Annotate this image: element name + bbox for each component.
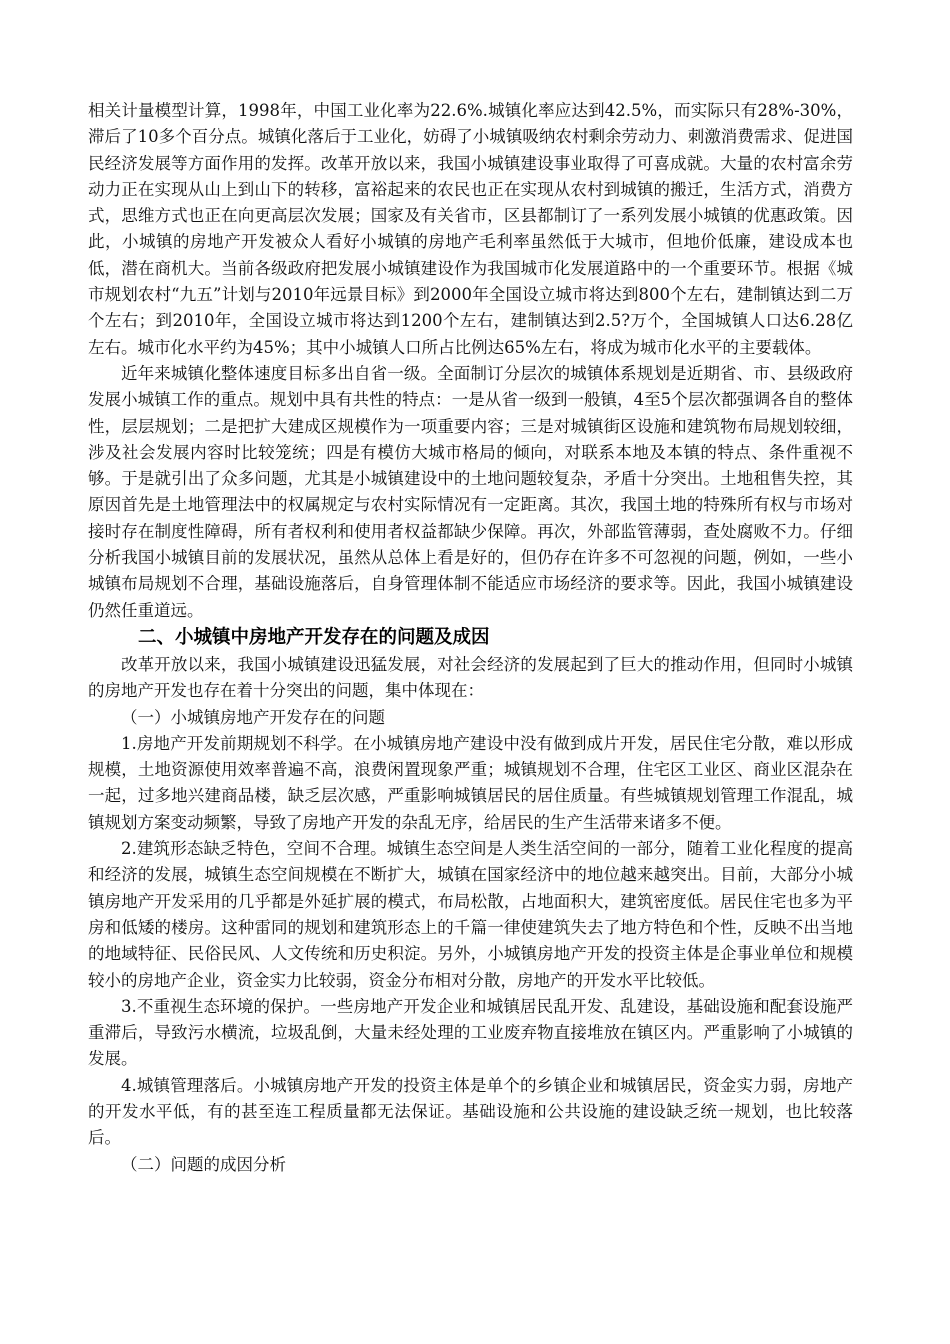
paragraph-problem-2: 2.建筑形态缺乏特色，空间不合理。城镇生态空间是人类生活空间的一部分，随着工业化程度的提高和经济的发展，城镇生态空间规模在不断扩大，城镇在国家经济中的地位越来越突出。目前，大部分小城镇房地产开发采用的几乎都是外延扩展的模式，布局松散，占地面积大，建筑密度低。居民住宅也多为平房和低矮的楼房。这种雷同的规划和建筑形态上的千篇一律使建筑失去了地方特色和个性，反映不出当地的地域特征、民俗民风、人文传统和历史积淀。另外，小城镇房地产开发的投资主体是企事业单位和规模较小的房地产企业，资金实力比较弱，资金分布相对分散，房地产的开发水平比较低。 xyxy=(88,839,853,990)
paragraph-problem-1: 1.房地产开发前期规划不科学。在小城镇房地产建设中没有做到成片开发，居民住宅分散，难以形成规模，土地资源使用效率普遍不高，浪费闲置现象严重；城镇规划不合理，住宅区工业区、商业区混杂在一起，过多地兴建商品楼，缺乏层次感，严重影响城镇居民的居住质量。有些城镇规划管理工作混乱，城镇规划方案变动频繁，导致了房地产开发的杂乱无序，给居民的生产生活带来诸多不便。 xyxy=(88,733,853,832)
paragraph-urbanization-planning: 近年来城镇化整体速度目标多出自省一级。全面制订分层次的城镇体系规划是近期省、市、县级政府发展小城镇工作的重点。规划中具有共性的特点：一是从省一级到一般镇，4至5个层次都强调各自的整体性，层层规划；二是把扩大建成区规模作为一项重要内容；三是对城镇街区设施和建筑物布局规划较细，涉及社会发展内容时比较笼统；四是有模仿大城市格局的倾向，对联系本地及本镇的特点、条件重视不够。于是就引出了众多问题，尤其是小城镇建设中的土地问题较复杂，矛盾十分突出。土地租售失控，其原因首先是土地管理法中的权属规定与农村实际情况有一定距离。其次，我国土地的特殊所有权与市场对接时存在制度性障碍，所有者权利和使用者权益都缺少保障。再次，外部监管薄弱，查处腐败不力。仔细分析我国小城镇目前的发展状况，虽然从总体上看是好的，但仍存在许多不可忽视的问题，例如，一些小城镇布局规划不合理，基础设施落后，自身管理体制不能适应市场经济的要求等。因此，我国小城镇建设仍然任重道远。 xyxy=(88,363,853,620)
paragraph-intro-statistics: 相关计量模型计算，1998年，中国工业化率为22.6%.城镇化率应达到42.5%，而实际只有28%-30%，滞后了10多个百分点。城镇化落后于工业化，妨碍了小城镇吸纳农村剩余劳动力、刺激消费需求、促进国民经济发展等方面作用的发挥。改革开放以来，我国小城镇建设事业取得了可喜成就。大量的农村富余劳动力正在实现从山上到山下的转移，富裕起来的农民也正在实现从农村到城镇的搬迁，生活方式，消费方式，思维方式也正在向更高层次发展；国家及有关省市，区县都制订了一系列发展小城镇的优惠政策。因此，小城镇的房地产开发被众人看好小城镇的房地产毛利率虽然低于大城市，但地价低廉，建设成本也低，潜在商机大。当前各级政府把发展小城镇建设作为我国城市化发展道路中的一个重要环节。根据《城市规划农村“九五”计划与2010年远景目标》到2000年全国设立城市将达到800个左右，建制镇达到二万个左右；到2010年，全国设立城市将达到1200个左右，建制镇达到2.5?万个，全国城镇人口达6.28亿左右。城市化水平约为45%；其中小城镇人口所占比例达65%左右，将成为城市化水平的主要载体。 xyxy=(88,101,853,357)
section-heading: 二、小城镇中房地产开发存在的问题及成因 xyxy=(138,626,490,648)
paragraph-section-intro: 改革开放以来，我国小城镇建设迅猛发展，对社会经济的发展起到了巨大的推动作用，但同时小城镇的房地产开发也存在着十分突出的问题，集中体现在： xyxy=(88,654,853,701)
subheading-causes: （二）问题的成因分析 xyxy=(121,1154,286,1174)
subheading-problems: （一）小城镇房地产开发存在的问题 xyxy=(121,707,385,727)
paragraph-problem-4: 4.城镇管理落后。小城镇房地产开发的投资主体是单个的乡镇企业和城镇居民，资金实力弱，房地产的开发水平低，有的甚至连工程质量都无法保证。基础设施和公共设施的建设缺乏统一规划，也比较落后。 xyxy=(88,1075,853,1148)
document-page xyxy=(88,98,853,1178)
paragraph-problem-3: 3.不重视生态环境的保护。一些房地产开发企业和城镇居民乱开发、乱建设，基础设施和配套设施严重滞后，导致污水横流，垃圾乱倒，大量未经处理的工业废弃物直接堆放在镇区内。严重影响了小城镇的发展。 xyxy=(88,996,853,1069)
